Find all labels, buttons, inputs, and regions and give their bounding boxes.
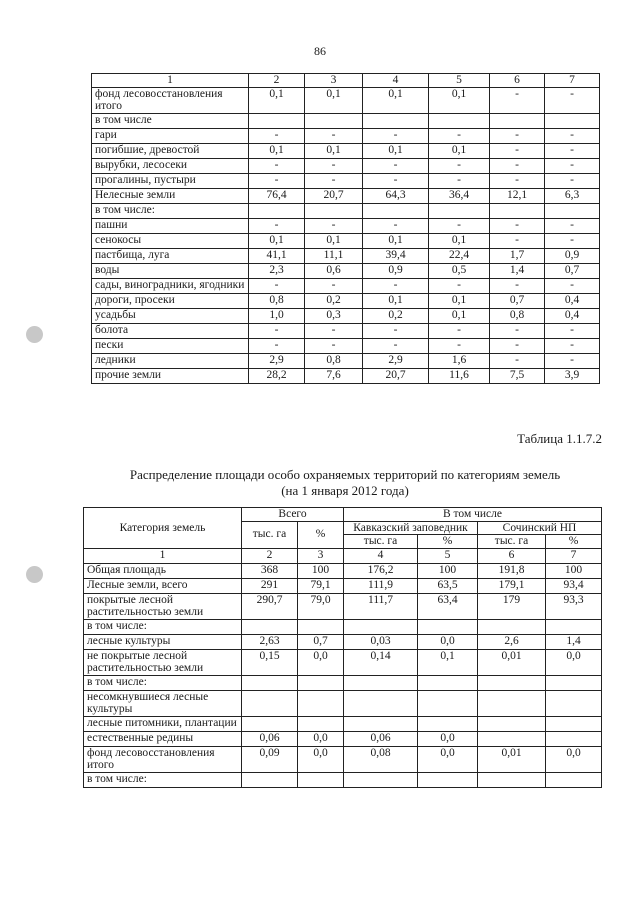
table-cell: - — [490, 173, 545, 188]
table-cell — [298, 772, 344, 787]
table-cell: 93,3 — [546, 593, 602, 619]
table-cell: - — [429, 158, 490, 173]
table-cell — [249, 113, 305, 128]
table-cell: 0,6 — [305, 263, 363, 278]
column-number: 4 — [344, 548, 418, 563]
table-cell — [478, 675, 546, 690]
column-number: 5 — [429, 74, 490, 88]
row-label: сенокосы — [92, 233, 249, 248]
table-cell: - — [249, 218, 305, 233]
table-cell: - — [490, 278, 545, 293]
table-cell — [242, 675, 298, 690]
table-cell: 0,03 — [344, 634, 418, 649]
table-cell — [478, 619, 546, 634]
table-cell: 79,0 — [298, 593, 344, 619]
header-sochi-pct: % — [546, 535, 602, 549]
table-cell: - — [545, 323, 600, 338]
table-cell: 0,0 — [298, 649, 344, 675]
table-cell — [546, 690, 602, 716]
table-cell — [545, 203, 600, 218]
table-cell — [418, 716, 478, 731]
table-cell: 0,7 — [490, 293, 545, 308]
column-number: 1 — [84, 548, 242, 563]
punch-hole — [26, 326, 43, 343]
table-cell: 0,06 — [242, 731, 298, 746]
table-cell: 0,0 — [418, 634, 478, 649]
table-cell: 0,3 — [305, 308, 363, 323]
table-cell: 0,1 — [363, 293, 429, 308]
table-cell: - — [363, 278, 429, 293]
table-row — [92, 218, 600, 233]
table-cell: - — [249, 278, 305, 293]
row-label: Общая площадь — [84, 563, 242, 578]
table-cell: 79,1 — [298, 578, 344, 593]
table-cell — [478, 716, 546, 731]
table-cell: - — [429, 323, 490, 338]
table-cell: 176,2 — [344, 563, 418, 578]
table-header-row — [92, 74, 600, 88]
table-cell: 0,1 — [249, 143, 305, 158]
table-cell — [490, 203, 545, 218]
table-cell: 0,0 — [298, 746, 344, 772]
table-cell: 368 — [242, 563, 298, 578]
table-cell: - — [249, 158, 305, 173]
row-label: в том числе: — [84, 619, 242, 634]
table-cell — [545, 113, 600, 128]
table-row — [84, 772, 602, 787]
table-cell: 2,6 — [478, 634, 546, 649]
table-cell: 63,4 — [418, 593, 478, 619]
row-label: в том числе — [92, 113, 249, 128]
table-cell — [344, 690, 418, 716]
table-cell: - — [249, 128, 305, 143]
table-cell: - — [490, 87, 545, 113]
row-label: естественные редины — [84, 731, 242, 746]
table-cell: 0,14 — [344, 649, 418, 675]
table-row — [84, 578, 602, 593]
table-cell: 1,0 — [249, 308, 305, 323]
table-cell — [242, 690, 298, 716]
header-total-ha: тыс. га — [242, 521, 298, 548]
table-cell: 3,9 — [545, 368, 600, 383]
table-cell: - — [490, 323, 545, 338]
table-cell: 0,1 — [418, 649, 478, 675]
header-kavkaz-pct: % — [418, 535, 478, 549]
table-cell: - — [490, 128, 545, 143]
table-cell: 12,1 — [490, 188, 545, 203]
table-cell — [363, 203, 429, 218]
header-total-pct: % — [298, 521, 344, 548]
table-cell — [344, 716, 418, 731]
table-row — [84, 746, 602, 772]
table-row — [92, 323, 600, 338]
table-cell: 6,3 — [545, 188, 600, 203]
table-cell: 0,8 — [305, 353, 363, 368]
table-cell: - — [490, 143, 545, 158]
table-cell: - — [545, 143, 600, 158]
table-row — [92, 338, 600, 353]
header-kavkaz: Кавказский заповедник — [344, 521, 478, 535]
table-cell: - — [305, 278, 363, 293]
table-cell: - — [249, 173, 305, 188]
table-cell — [418, 690, 478, 716]
row-label: лесные питомники, плантации — [84, 716, 242, 731]
table-cell: 0,06 — [344, 731, 418, 746]
table-cell: 0,1 — [429, 87, 490, 113]
table-cell: 0,9 — [545, 248, 600, 263]
table-cell — [478, 731, 546, 746]
table-cell: - — [363, 218, 429, 233]
table-cell — [305, 203, 363, 218]
column-number: 7 — [545, 74, 600, 88]
header-category: Категория земель — [84, 508, 242, 549]
row-label: прочие земли — [92, 368, 249, 383]
table-cell: 2,9 — [249, 353, 305, 368]
table-row — [92, 368, 600, 383]
table-row — [92, 233, 600, 248]
table-cell: 100 — [298, 563, 344, 578]
table-cell: 0,7 — [545, 263, 600, 278]
table-cell: 0,1 — [305, 233, 363, 248]
table-cell: - — [429, 218, 490, 233]
table-cell: - — [545, 338, 600, 353]
table-cell: 0,15 — [242, 649, 298, 675]
table-cell — [490, 113, 545, 128]
row-label: покрытые лесной растительностью земли — [84, 593, 242, 619]
table-cell: - — [490, 218, 545, 233]
table-cell: 0,1 — [305, 87, 363, 113]
table-cell — [363, 113, 429, 128]
table-cell — [418, 772, 478, 787]
table-cell: 0,4 — [545, 308, 600, 323]
table-cell: 0,01 — [478, 649, 546, 675]
table-cell: 0,2 — [363, 308, 429, 323]
table-cell: 63,5 — [418, 578, 478, 593]
table-cell — [546, 619, 602, 634]
table-cell: 1,4 — [546, 634, 602, 649]
table-row — [84, 593, 602, 619]
table-cell: 0,0 — [418, 746, 478, 772]
row-label: гари — [92, 128, 249, 143]
table-row — [84, 619, 602, 634]
row-label: не покрытые лесной растительностью земли — [84, 649, 242, 675]
table-cell: 0,1 — [429, 293, 490, 308]
table-cell: 11,6 — [429, 368, 490, 383]
table-cell: 0,1 — [429, 308, 490, 323]
table-cell: 0,8 — [490, 308, 545, 323]
table-row — [84, 634, 602, 649]
table-cell: 20,7 — [305, 188, 363, 203]
table-cell: - — [305, 323, 363, 338]
table-cell: - — [363, 128, 429, 143]
table-row — [92, 173, 600, 188]
table-cell: 0,1 — [363, 143, 429, 158]
table-cell — [418, 675, 478, 690]
table-title-line: Распределение площади особо охраняемых территорий по категориям земель — [129, 467, 561, 482]
table-cell: 0,01 — [478, 746, 546, 772]
row-label: пашни — [92, 218, 249, 233]
row-label: вырубки, лесосеки — [92, 158, 249, 173]
land-distribution-table-continued — [91, 73, 600, 384]
table-cell — [546, 675, 602, 690]
table-row — [92, 353, 600, 368]
row-label: болота — [92, 323, 249, 338]
table-cell: - — [249, 323, 305, 338]
table-cell: 7,5 — [490, 368, 545, 383]
table-cell: 39,4 — [363, 248, 429, 263]
table-cell: 0,1 — [363, 233, 429, 248]
table-cell — [344, 675, 418, 690]
table-cell: - — [545, 353, 600, 368]
table-row — [92, 248, 600, 263]
table-cell — [478, 690, 546, 716]
table-cell: 1,7 — [490, 248, 545, 263]
row-label: лесные культуры — [84, 634, 242, 649]
table-cell: 100 — [546, 563, 602, 578]
table-cell — [249, 203, 305, 218]
table-row — [84, 649, 602, 675]
table-cell: 0,8 — [249, 293, 305, 308]
table-cell: - — [429, 128, 490, 143]
table-cell: - — [305, 338, 363, 353]
table-cell — [429, 113, 490, 128]
table-cell: 93,4 — [546, 578, 602, 593]
table-cell: - — [305, 158, 363, 173]
table-cell: - — [363, 323, 429, 338]
header-sochi-ha: тыс. га — [478, 535, 546, 549]
table-cell — [298, 619, 344, 634]
column-number: 3 — [298, 548, 344, 563]
table-cell: 0,09 — [242, 746, 298, 772]
row-label: в том числе: — [92, 203, 249, 218]
table-row — [92, 308, 600, 323]
table-cell: 0,0 — [418, 731, 478, 746]
table-row — [92, 128, 600, 143]
table-cell — [478, 772, 546, 787]
table-cell: 36,4 — [429, 188, 490, 203]
punch-hole — [26, 566, 43, 583]
table-cell: 291 — [242, 578, 298, 593]
table-title — [60, 467, 630, 499]
table-cell: - — [490, 233, 545, 248]
row-label: воды — [92, 263, 249, 278]
table-cell: 0,1 — [429, 143, 490, 158]
table-cell: - — [545, 233, 600, 248]
table-cell — [242, 716, 298, 731]
table-row — [92, 263, 600, 278]
table-title-subline: (на 1 января 2012 года) — [281, 483, 409, 498]
table-cell: - — [429, 278, 490, 293]
table-cell — [418, 619, 478, 634]
table-row — [92, 293, 600, 308]
table-cell: - — [305, 218, 363, 233]
column-number: 2 — [242, 548, 298, 563]
table-cell: 0,1 — [249, 233, 305, 248]
table-cell: - — [545, 128, 600, 143]
header-total: Всего — [242, 508, 344, 522]
table-cell: 2,63 — [242, 634, 298, 649]
column-number: 2 — [249, 74, 305, 88]
table-cell: - — [490, 158, 545, 173]
table-cell: - — [363, 173, 429, 188]
header-sochi: Сочинский НП — [478, 521, 602, 535]
row-label: погибшие, древостой — [92, 143, 249, 158]
table-cell: 1,6 — [429, 353, 490, 368]
table-cell: 0,1 — [305, 143, 363, 158]
table-cell: - — [545, 158, 600, 173]
table-cell: - — [545, 278, 600, 293]
page-number: 86 — [314, 44, 326, 58]
table-cell — [344, 772, 418, 787]
table-row — [84, 731, 602, 746]
table-row — [84, 563, 602, 578]
table-row — [92, 158, 600, 173]
row-label: пески — [92, 338, 249, 353]
table-cell: 0,1 — [429, 233, 490, 248]
table-cell: 41,1 — [249, 248, 305, 263]
table-row — [92, 188, 600, 203]
table-cell: - — [545, 173, 600, 188]
table-cell: 100 — [418, 563, 478, 578]
table-cell: - — [305, 173, 363, 188]
table-cell: 0,08 — [344, 746, 418, 772]
column-number: 6 — [490, 74, 545, 88]
table-cell — [242, 619, 298, 634]
table-cell: 0,4 — [545, 293, 600, 308]
table-cell: 179,1 — [478, 578, 546, 593]
table-cell — [298, 675, 344, 690]
table-cell — [429, 203, 490, 218]
table-cell: 1,4 — [490, 263, 545, 278]
table-cell — [298, 690, 344, 716]
table-cell: 0,1 — [363, 87, 429, 113]
table-cell: 28,2 — [249, 368, 305, 383]
table-cell: 11,1 — [305, 248, 363, 263]
table-cell: 64,3 — [363, 188, 429, 203]
row-label: усадьбы — [92, 308, 249, 323]
table-cell: - — [545, 218, 600, 233]
column-number: 5 — [418, 548, 478, 563]
column-number: 3 — [305, 74, 363, 88]
table-cell: 0,7 — [298, 634, 344, 649]
row-label: прогалины, пустыри — [92, 173, 249, 188]
table-cell: 111,9 — [344, 578, 418, 593]
row-label: сады, виноградники, ягодники — [92, 278, 249, 293]
column-number: 1 — [92, 74, 249, 88]
table-cell — [344, 619, 418, 634]
row-label: в том числе: — [84, 675, 242, 690]
table-row — [92, 143, 600, 158]
header-including: В том числе — [344, 508, 602, 522]
table-cell: 0,2 — [305, 293, 363, 308]
table-cell — [546, 731, 602, 746]
table-row — [92, 203, 600, 218]
table-cell: 0,0 — [546, 746, 602, 772]
row-label: Нелесные земли — [92, 188, 249, 203]
table-row — [92, 87, 600, 113]
table-cell: 111,7 — [344, 593, 418, 619]
table-cell: 179 — [478, 593, 546, 619]
table-row — [84, 675, 602, 690]
table-cell: 0,5 — [429, 263, 490, 278]
row-label: дороги, просеки — [92, 293, 249, 308]
header-kavkaz-ha: тыс. га — [344, 535, 418, 549]
table-cell: 191,8 — [478, 563, 546, 578]
table-cell: 0,0 — [546, 649, 602, 675]
table-row — [84, 716, 602, 731]
protected-areas-table — [83, 507, 602, 788]
row-label: фонд лесовосстановления итого — [84, 746, 242, 772]
table-cell — [546, 772, 602, 787]
table-cell — [298, 716, 344, 731]
table-row — [84, 690, 602, 716]
table-cell: 7,6 — [305, 368, 363, 383]
table-caption: Таблица 1.1.7.2 — [517, 431, 602, 446]
table-cell: - — [490, 353, 545, 368]
table-cell: - — [545, 87, 600, 113]
table-cell: 290,7 — [242, 593, 298, 619]
row-label: несомкнувшиеся лесные культуры — [84, 690, 242, 716]
row-label: фонд лесовосстановления итого — [92, 87, 249, 113]
table-cell: - — [429, 173, 490, 188]
table-row — [92, 278, 600, 293]
table-cell — [546, 716, 602, 731]
table-cell: - — [249, 338, 305, 353]
table-cell: 0,9 — [363, 263, 429, 278]
table-cell: 0,1 — [249, 87, 305, 113]
table-cell: - — [305, 128, 363, 143]
table-cell: 22,4 — [429, 248, 490, 263]
table-cell — [242, 772, 298, 787]
row-label: в том числе: — [84, 772, 242, 787]
table-cell: 2,9 — [363, 353, 429, 368]
table-cell: - — [429, 338, 490, 353]
table-row — [92, 113, 600, 128]
column-numbers-row — [84, 548, 602, 563]
table-cell — [305, 113, 363, 128]
row-label: Лесные земли, всего — [84, 578, 242, 593]
table-cell: 0,0 — [298, 731, 344, 746]
row-label: пастбища, луга — [92, 248, 249, 263]
table-cell: - — [363, 158, 429, 173]
table-cell: 2,3 — [249, 263, 305, 278]
table-cell: - — [363, 338, 429, 353]
table-cell: 76,4 — [249, 188, 305, 203]
column-number: 6 — [478, 548, 546, 563]
row-label: ледники — [92, 353, 249, 368]
column-number: 7 — [546, 548, 602, 563]
table-cell: - — [490, 338, 545, 353]
table-cell: 20,7 — [363, 368, 429, 383]
column-number: 4 — [363, 74, 429, 88]
